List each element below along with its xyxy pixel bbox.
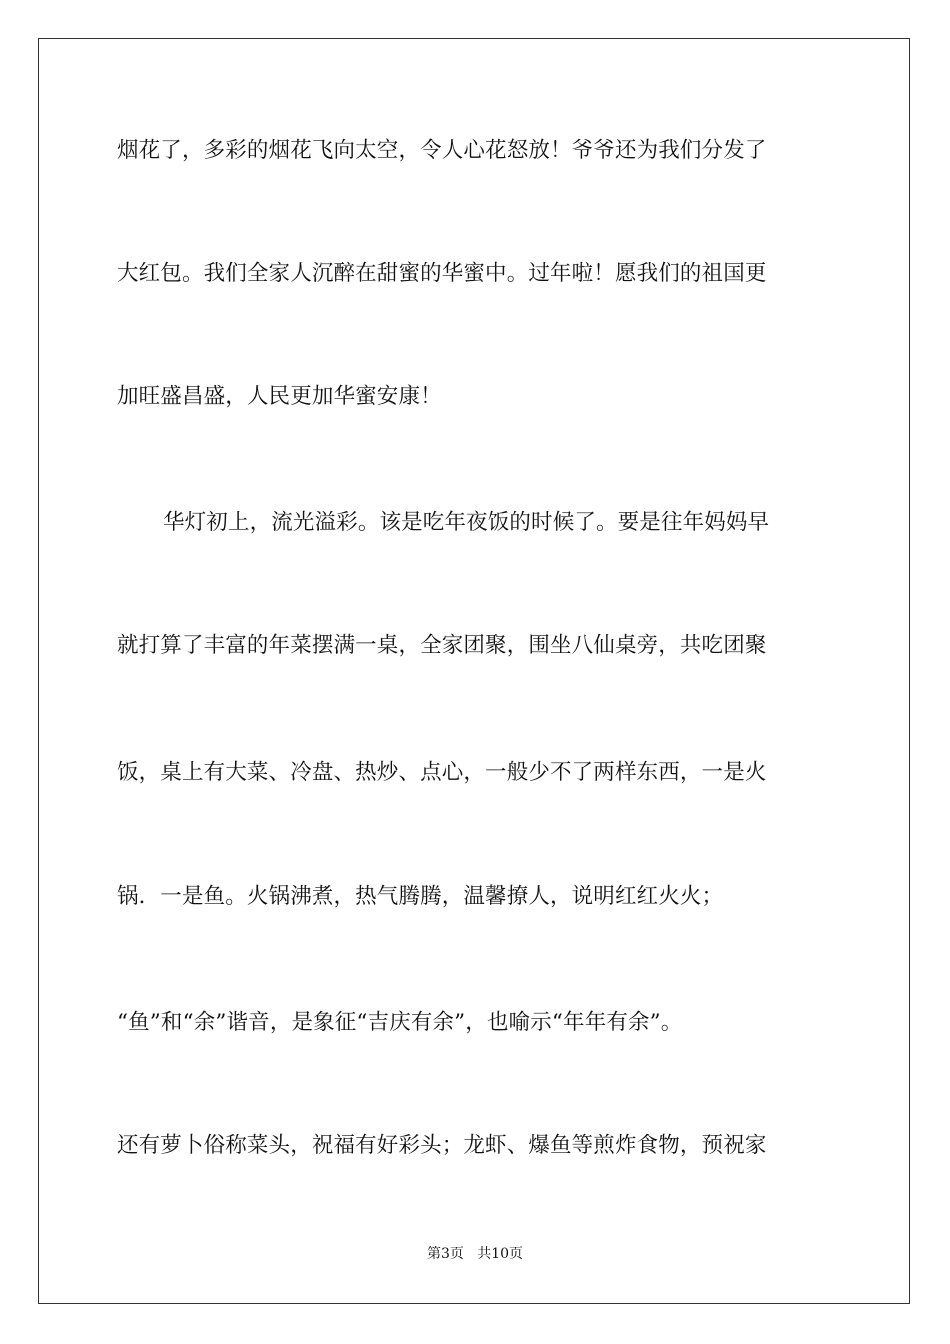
page-number-footer: 第3页 共10页 <box>426 1246 524 1262</box>
paragraph-line: 加旺盛昌盛，人民更加华蜜安康！ <box>117 384 442 409</box>
paragraph-line: “鱼”和“余”谐音，是象征“吉庆有余”，也喻示“年年有余”。 <box>117 1010 683 1035</box>
paragraph-line: 锅．一是鱼。火锅沸煮，热气腾腾，温馨撩人，说明红红火火； <box>117 884 724 909</box>
paragraph-line: 大红包。我们全家人沉醉在甜蜜的华蜜中。过年啦！愿我们的祖国更 <box>117 261 767 286</box>
paragraph-line: 饭，桌上有大菜、冷盘、热炒、点心，一般少不了两样东西，一是火 <box>117 760 767 785</box>
paragraph-line: 还有萝卜俗称菜头，祝福有好彩头；龙虾、爆鱼等煎炸食物，预祝家 <box>117 1133 767 1158</box>
paragraph-first-line: 华灯初上，流光溢彩。该是吃年夜饭的时候了。要是往年妈妈早 <box>163 510 770 535</box>
paragraph-line: 烟花了，多彩的烟花飞向太空，令人心花怒放！爷爷还为我们分发了 <box>117 138 767 163</box>
page-border <box>38 38 910 1304</box>
paragraph-line: 就打算了丰富的年菜摆满一桌，全家团聚，围坐八仙桌旁，共吃团聚 <box>117 633 767 658</box>
